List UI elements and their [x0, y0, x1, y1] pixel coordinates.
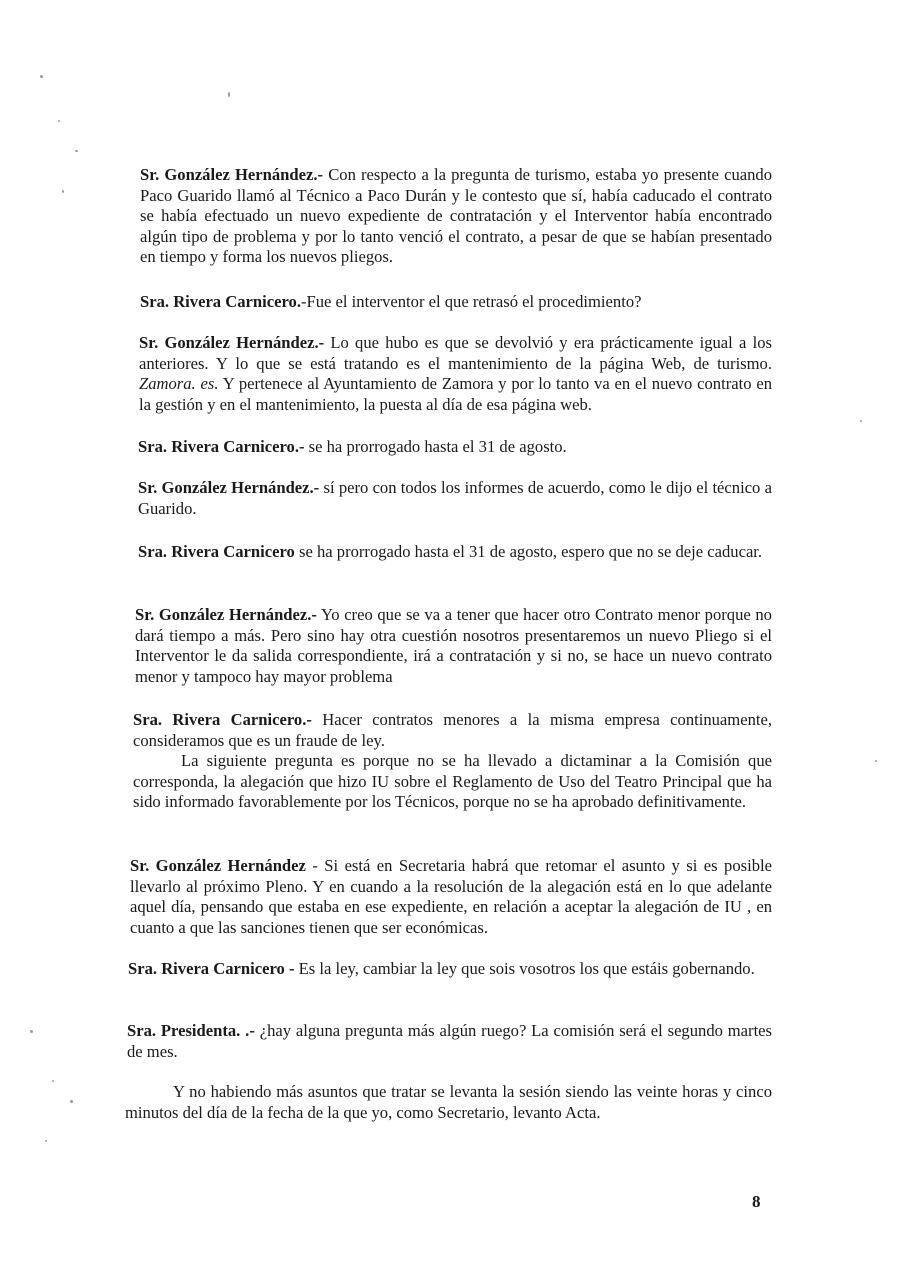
paragraph-text: Es la ley, cambiar la ley que sois vosotros los que estáis gobernando. [294, 959, 755, 978]
paragraph-text: Yo creo que se va a tener que hacer otro Contrato menor porque no dará tiempo a más. Pero sino hay otra cuestión nosotros presentaremos un nuevo Pliego si el Interventor le da salida correspondiente, irá a contratación y si no, se hace un nuevo contrato menor y tampoco hay mayor problema [135, 605, 772, 686]
speaker-label: Sra. Rivera Carnicero.- [133, 710, 312, 729]
website-name: Zamora. es. [139, 374, 219, 394]
paragraph-text: - Si está en Secretaria habrá que retomar el asunto y si es posible llevarlo al próximo Pleno. Y en cuando a la resolución de la alegación está en lo que adelante aquel día, pensando que estaba en ese expediente, en relación a aceptar la alegación de IU , en cuanto a que las sanciones tienen que ser económicas. [130, 856, 772, 937]
speaker-label: Sra. Presidenta. .- [127, 1021, 255, 1040]
paragraph-12 [127, 1021, 772, 1062]
paragraph-text: sí pero con todos los informes de acuerdo, como le dijo el técnico a Guarido. [138, 478, 772, 518]
paragraph-5 [138, 478, 772, 519]
page-number: 8 [752, 1192, 761, 1211]
paragraph-text: Lo que hubo es que se devolvió y era prácticamente igual a los anteriores. Y lo que se está tratando es el mantenimiento de la página Web, de turismo. [139, 333, 772, 373]
paragraph-text: Y no habiendo más asuntos que tratar se levanta la sesión siendo las veinte horas y cinco minutos del día de la fecha de la que yo, como Secretario, levanto Acta. [125, 1082, 772, 1122]
speaker-label: Sr. González Hernández.- [135, 605, 317, 624]
paragraph-11 [128, 959, 772, 980]
paragraph-3 [139, 333, 772, 415]
paragraph-2 [140, 292, 772, 313]
paragraph-10 [130, 856, 772, 938]
paragraph-text: La siguiente pregunta es porque no se ha llevado a dictaminar a la Comisión que corresponda, la alegación que hizo IU sobre el Reglamento de Uso del Teatro Principal que ha sido informado favorablemente por los Técnicos, porque no se ha aprobado definitivamente. [133, 751, 772, 812]
paragraph-13 [125, 1082, 772, 1123]
paragraph-text: Y pertenece al Ayuntamiento de Zamora y por lo tanto va en el nuevo contrato en la gestión y en el mantenimiento, la puesta al día de esa página web. [139, 374, 772, 414]
paragraph-text: Con respecto a la pregunta de turismo, estaba yo presente cuando Paco Guarido llamó al Técnico a Paco Durán y le contesto que sí, había caducado el contrato se había efectuado un nuevo expediente de contratación y el Interventor había encontrado algún tipo de problema y por lo tanto venció el contrato, a pesar de que se habían presentado en tiempo y forma los nuevos pliegos. [140, 165, 772, 267]
speaker-label: Sra. Rivera Carnicero [138, 542, 295, 561]
paragraph-4 [138, 437, 770, 458]
paragraph-9 [133, 751, 772, 813]
paragraph-text: se ha prorrogado hasta el 31 de agosto, espero que no se deje caducar. [294, 542, 763, 561]
speaker-label: Sra. Rivera Carnicero.- [138, 437, 305, 456]
speaker-label: Sra. Rivera Carnicero. [140, 292, 301, 311]
paragraph-text: -Fue el interventor el que retrasó el procedimiento? [300, 292, 642, 311]
paragraph-6 [138, 542, 772, 563]
paragraph-text: se ha prorrogado hasta el 31 de agosto. [304, 437, 567, 456]
paragraph-text: Hacer contratos menores a la misma empresa continuamente, consideramos que es un fraude de ley. [133, 710, 772, 750]
paragraph-1 [140, 165, 772, 268]
speaker-label: Sr. González Hernández [130, 856, 306, 875]
paragraph-8 [133, 710, 772, 751]
speaker-label: Sr. González Hernández.- [140, 165, 324, 184]
speaker-label: Sra. Rivera Carnicero - [128, 959, 295, 978]
speaker-label: Sr. González Hernández.- [139, 333, 325, 352]
paragraph-text: ¿hay alguna pregunta más algún ruego? La comisión será el segundo martes de mes. [127, 1021, 772, 1061]
paragraph-7 [135, 605, 772, 687]
speaker-label: Sr. González Hernández.- [138, 478, 320, 497]
